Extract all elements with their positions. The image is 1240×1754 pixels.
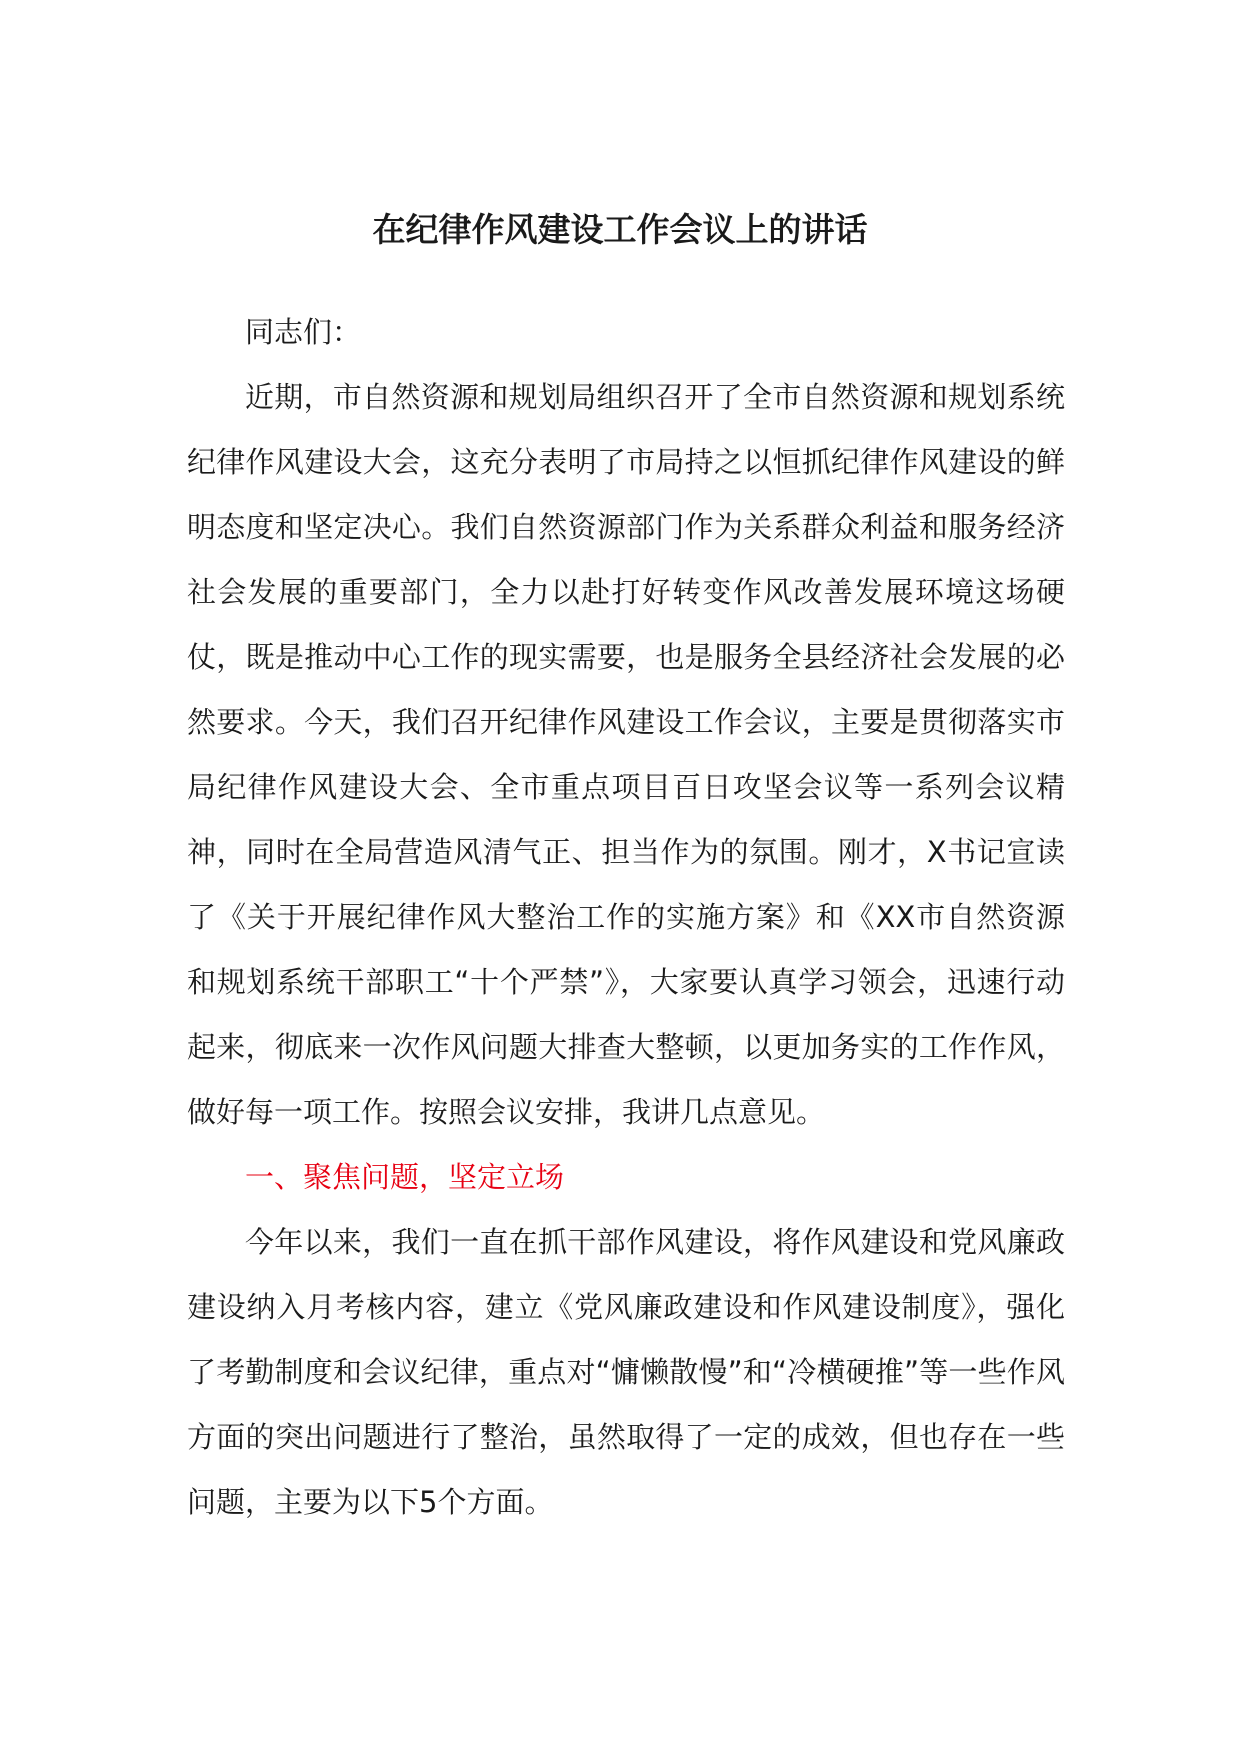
paragraph: 今年以来，我们一直在抓干部作风建设，将作风建设和党风廉政建设纳入月考核内容，建立《党风廉政建设和作风建设制度》，强化了考勤制度和会议纪律，重点对“慵懒散慢”和“冷横硬推”等一些作风方面的突出问题进行了整治，虽然取得了一定的成效，但也存在一些问题，主要为以下5个方面。 (187, 1225, 1065, 1519)
document-body (187, 300, 1065, 1535)
paragraph: 近期，市自然资源和规划局组织召开了全市自然资源和规划系统纪律作风建设大会，这充分表明了市局持之以恒抓纪律作风建设的鲜明态度和坚定决心。我们自然资源部门作为关系群众利益和服务经济社会发展的重要部门，全力以赴打好转变作风改善发展环境这场硬仗，既是推动中心工作的现实需要，也是服务全县经济社会发展的必然要求。今天，我们召开纪律作风建设工作会议，主要是贯彻落实市局纪律作风建设大会、全市重点项目百日攻坚会议等一系列会议精神，同时在全局营造风清气正、担当作为的氛围。刚才，X书记宣读了《关于开展纪律作风大整治工作的实施方案》和《XX市自然资源和规划系统干部职工“十个严禁”》，大家要认真学习领会，迅速行动起来，彻底来一次作风问题大排查大整顿，以更加务实的工作作风，做好每一项工作。按照会议安排，我讲几点意见。 (187, 380, 1065, 1129)
section-heading: 一、聚焦问题，坚定立场 (245, 1160, 565, 1194)
salutation: 同志们： (245, 315, 362, 349)
document-title: 在纪律作风建设工作会议上的讲话 (372, 210, 868, 249)
